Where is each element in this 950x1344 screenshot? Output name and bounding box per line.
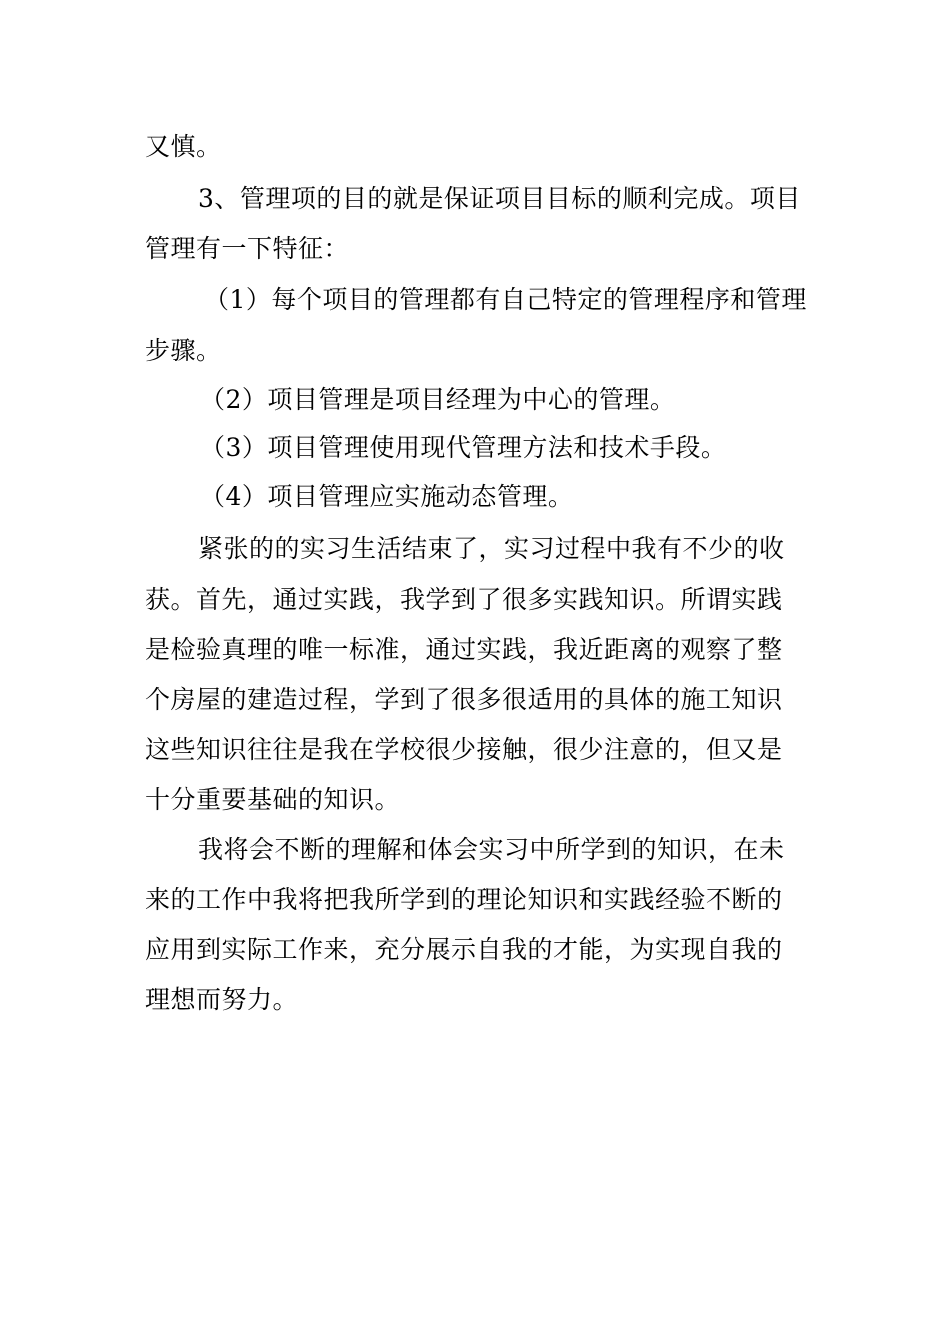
text-line: （1）每个项目的管理都有自己特定的管理程序和管理 <box>204 285 807 314</box>
text-line: 3、管理项的目的就是保证项目目标的顺利完成。项目 <box>198 184 801 213</box>
text-line: 是检验真理的唯一标准，通过实践，我近距离的观察了整 <box>145 635 783 664</box>
text-line: 又慎。 <box>145 132 222 161</box>
text-line: 我将会不断的理解和体会实习中所学到的知识，在未 <box>198 835 785 864</box>
text-line: 这些知识往往是我在学校很少接触，很少注意的，但又是 <box>145 735 783 764</box>
text-line: 获。首先，通过实践，我学到了很多实践知识。所谓实践 <box>145 585 783 614</box>
text-line: 应用到实际工作来，充分展示自我的才能，为实现自我的 <box>145 935 783 964</box>
text-line: 来的工作中我将把我所学到的理论知识和实践经验不断的 <box>145 885 783 914</box>
text-line: （3）项目管理使用现代管理方法和技术手段。 <box>200 433 727 462</box>
text-line: （2）项目管理是项目经理为中心的管理。 <box>200 385 676 414</box>
text-line: （4）项目管理应实施动态管理。 <box>200 482 574 511</box>
text-line: 管理有一下特征： <box>145 234 350 263</box>
text-line: 个房屋的建造过程，学到了很多很适用的具体的施工知识 <box>145 685 783 714</box>
text-line: 十分重要基础的知识。 <box>145 785 401 814</box>
text-line: 紧张的的实习生活结束了，实习过程中我有不少的收 <box>198 534 785 563</box>
text-line: 步骤。 <box>145 336 222 365</box>
text-line: 理想而努力。 <box>145 985 299 1014</box>
